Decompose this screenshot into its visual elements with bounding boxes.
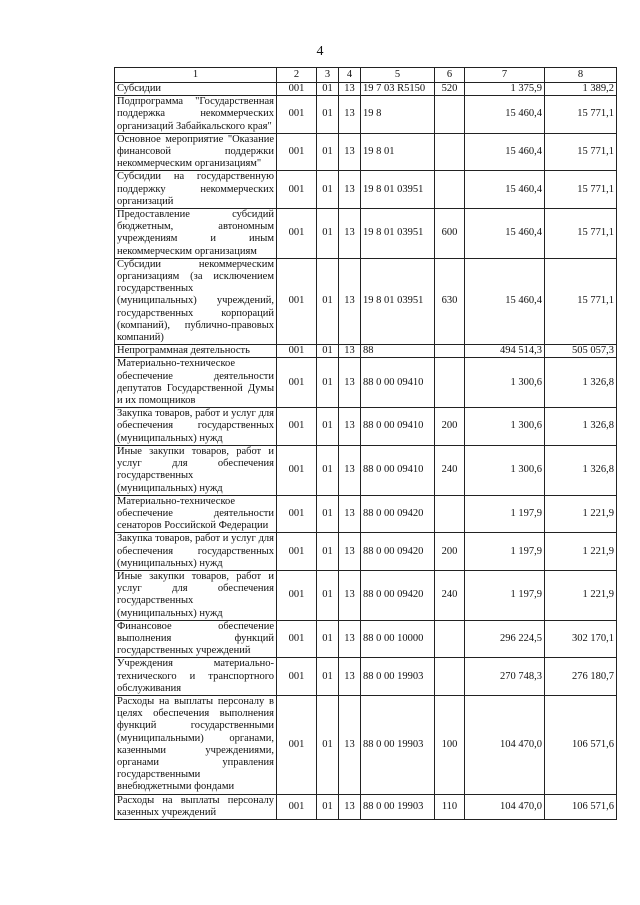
cell-name: Субсидии на государственную поддержку некоммерческих организаций: [115, 171, 277, 209]
cell-name: Материально-техническое обеспечение деятельности депутатов Государственной Думы и их помощников: [115, 358, 277, 408]
cell-section: 01: [317, 620, 339, 658]
table-row: [115, 794, 617, 819]
table-row: [115, 445, 617, 495]
cell-target-article: 88 0 00 09420: [361, 570, 435, 620]
cell-section: 01: [317, 533, 339, 571]
cell-target-article: 88 0 00 09420: [361, 495, 435, 533]
cell-name: Непрограммная деятельность: [115, 345, 277, 358]
cell-amount-year-2: 276 180,7: [545, 658, 617, 696]
cell-section: 01: [317, 96, 339, 134]
cell-amount-year-2: 15 771,1: [545, 96, 617, 134]
cell-subsection: 13: [339, 345, 361, 358]
cell-admin-code: 001: [277, 133, 317, 171]
table-row: [115, 258, 617, 344]
cell-expense-type: [435, 96, 465, 134]
cell-subsection: 13: [339, 83, 361, 96]
cell-name: Основное мероприятие "Оказание финансовой поддержки некоммерческим организациям": [115, 133, 277, 171]
cell-target-article: 88 0 00 19903: [361, 695, 435, 794]
cell-section: 01: [317, 133, 339, 171]
cell-amount-year-1: 104 470,0: [465, 794, 545, 819]
header-col-3: 3: [317, 68, 339, 83]
cell-amount-year-2: 1 389,2: [545, 83, 617, 96]
header-col-7: 7: [465, 68, 545, 83]
table-row: [115, 345, 617, 358]
cell-subsection: 13: [339, 96, 361, 134]
cell-amount-year-1: 15 460,4: [465, 258, 545, 344]
cell-name: Субсидии: [115, 83, 277, 96]
cell-admin-code: 001: [277, 658, 317, 696]
table-row: [115, 695, 617, 794]
cell-section: 01: [317, 794, 339, 819]
table-row: [115, 533, 617, 571]
cell-subsection: 13: [339, 445, 361, 495]
cell-amount-year-2: 15 771,1: [545, 171, 617, 209]
cell-amount-year-2: 1 326,8: [545, 358, 617, 408]
cell-target-article: 88 0 00 09410: [361, 445, 435, 495]
cell-subsection: 13: [339, 209, 361, 259]
cell-admin-code: 001: [277, 794, 317, 819]
cell-subsection: 13: [339, 695, 361, 794]
cell-admin-code: 001: [277, 533, 317, 571]
cell-amount-year-1: 1 375,9: [465, 83, 545, 96]
cell-expense-type: 240: [435, 445, 465, 495]
cell-admin-code: 001: [277, 209, 317, 259]
cell-expense-type: [435, 358, 465, 408]
cell-expense-type: 520: [435, 83, 465, 96]
cell-admin-code: 001: [277, 345, 317, 358]
cell-name: Материально-техническое обеспечение деятельности сенаторов Российской Федерации: [115, 495, 277, 533]
cell-subsection: 13: [339, 258, 361, 344]
cell-amount-year-1: 1 197,9: [465, 533, 545, 571]
table-row: [115, 495, 617, 533]
cell-section: 01: [317, 209, 339, 259]
header-col-5: 5: [361, 68, 435, 83]
cell-expense-type: 100: [435, 695, 465, 794]
table-row: [115, 408, 617, 446]
cell-amount-year-2: 106 571,6: [545, 794, 617, 819]
cell-admin-code: 001: [277, 171, 317, 209]
page-number: 4: [316, 44, 324, 59]
cell-amount-year-2: 15 771,1: [545, 258, 617, 344]
cell-name: Иные закупки товаров, работ и услуг для обеспечения государственных (муниципальных) нужд: [115, 445, 277, 495]
cell-section: 01: [317, 171, 339, 209]
cell-admin-code: 001: [277, 495, 317, 533]
cell-target-article: 88 0 00 09410: [361, 358, 435, 408]
header-col-8: 8: [545, 68, 617, 83]
cell-expense-type: [435, 620, 465, 658]
cell-section: 01: [317, 570, 339, 620]
cell-admin-code: 001: [277, 258, 317, 344]
cell-subsection: 13: [339, 794, 361, 819]
cell-expense-type: [435, 495, 465, 533]
cell-subsection: 13: [339, 495, 361, 533]
cell-subsection: 13: [339, 171, 361, 209]
cell-name: Подпрограмма "Государственная поддержка некоммерческих организаций Забайкальского края": [115, 96, 277, 134]
cell-amount-year-2: 1 221,9: [545, 570, 617, 620]
cell-expense-type: [435, 658, 465, 696]
header-col-1: 1: [115, 68, 277, 83]
cell-name: Закупка товаров, работ и услуг для обеспечения государственных (муниципальных) нужд: [115, 408, 277, 446]
cell-name: Учреждения материально-технического и транспортного обслуживания: [115, 658, 277, 696]
cell-amount-year-1: 15 460,4: [465, 133, 545, 171]
cell-amount-year-1: 1 300,6: [465, 445, 545, 495]
cell-section: 01: [317, 658, 339, 696]
cell-target-article: 19 8: [361, 96, 435, 134]
cell-amount-year-1: 15 460,4: [465, 209, 545, 259]
cell-section: 01: [317, 83, 339, 96]
cell-amount-year-1: 15 460,4: [465, 96, 545, 134]
table-row: [115, 83, 617, 96]
cell-name: Расходы на выплаты персоналу казенных учреждений: [115, 794, 277, 819]
cell-amount-year-2: 15 771,1: [545, 209, 617, 259]
cell-target-article: 88 0 00 09410: [361, 408, 435, 446]
cell-subsection: 13: [339, 620, 361, 658]
cell-name: Финансовое обеспечение выполнения функций государственных учреждений: [115, 620, 277, 658]
cell-name: Иные закупки товаров, работ и услуг для обеспечения государственных (муниципальных) нужд: [115, 570, 277, 620]
cell-section: 01: [317, 495, 339, 533]
cell-subsection: 13: [339, 408, 361, 446]
cell-subsection: 13: [339, 358, 361, 408]
cell-admin-code: 001: [277, 83, 317, 96]
budget-table-body: [115, 68, 617, 820]
cell-section: 01: [317, 358, 339, 408]
cell-name: Предоставление субсидий бюджетным, автономным учреждениям и иным некоммерческим организациям: [115, 209, 277, 259]
cell-amount-year-2: 302 170,1: [545, 620, 617, 658]
header-col-2: 2: [277, 68, 317, 83]
table-row: [115, 133, 617, 171]
cell-admin-code: 001: [277, 408, 317, 446]
cell-name: Расходы на выплаты персоналу в целях обеспечения выполнения функций государственными (муниципальными) органами, казенными учреждениями, органами управления государственными внебюджетными фондами: [115, 695, 277, 794]
cell-admin-code: 001: [277, 620, 317, 658]
cell-target-article: 19 8 01 03951: [361, 258, 435, 344]
cell-subsection: 13: [339, 570, 361, 620]
cell-amount-year-1: 1 197,9: [465, 570, 545, 620]
cell-amount-year-1: 494 514,3: [465, 345, 545, 358]
cell-amount-year-2: 1 326,8: [545, 445, 617, 495]
cell-admin-code: 001: [277, 445, 317, 495]
cell-amount-year-1: 1 197,9: [465, 495, 545, 533]
cell-target-article: 88: [361, 345, 435, 358]
cell-admin-code: 001: [277, 695, 317, 794]
cell-amount-year-2: 1 221,9: [545, 533, 617, 571]
cell-subsection: 13: [339, 533, 361, 571]
cell-section: 01: [317, 345, 339, 358]
budget-table: [114, 67, 617, 820]
cell-section: 01: [317, 258, 339, 344]
table-row: [115, 658, 617, 696]
cell-expense-type: 110: [435, 794, 465, 819]
cell-subsection: 13: [339, 133, 361, 171]
cell-target-article: 19 7 03 R5150: [361, 83, 435, 96]
cell-amount-year-1: 296 224,5: [465, 620, 545, 658]
table-row: [115, 96, 617, 134]
cell-expense-type: 600: [435, 209, 465, 259]
cell-amount-year-1: 1 300,6: [465, 408, 545, 446]
cell-section: 01: [317, 408, 339, 446]
header-row: [115, 68, 617, 83]
cell-admin-code: 001: [277, 570, 317, 620]
table-row: [115, 171, 617, 209]
cell-target-article: 88 0 00 09420: [361, 533, 435, 571]
cell-expense-type: 200: [435, 408, 465, 446]
cell-target-article: 19 8 01 03951: [361, 171, 435, 209]
cell-section: 01: [317, 695, 339, 794]
cell-amount-year-2: 1 326,8: [545, 408, 617, 446]
cell-admin-code: 001: [277, 96, 317, 134]
cell-target-article: 19 8 01 03951: [361, 209, 435, 259]
cell-amount-year-1: 15 460,4: [465, 171, 545, 209]
cell-amount-year-2: 505 057,3: [545, 345, 617, 358]
table-row: [115, 570, 617, 620]
cell-expense-type: 240: [435, 570, 465, 620]
header-col-6: 6: [435, 68, 465, 83]
cell-expense-type: [435, 345, 465, 358]
header-col-4: 4: [339, 68, 361, 83]
cell-target-article: 88 0 00 10000: [361, 620, 435, 658]
cell-amount-year-2: 106 571,6: [545, 695, 617, 794]
cell-section: 01: [317, 445, 339, 495]
table-row: [115, 209, 617, 259]
table-row: [115, 620, 617, 658]
cell-target-article: 19 8 01: [361, 133, 435, 171]
cell-admin-code: 001: [277, 358, 317, 408]
cell-amount-year-2: 15 771,1: [545, 133, 617, 171]
cell-target-article: 88 0 00 19903: [361, 794, 435, 819]
cell-target-article: 88 0 00 19903: [361, 658, 435, 696]
cell-expense-type: [435, 171, 465, 209]
cell-amount-year-1: 1 300,6: [465, 358, 545, 408]
cell-amount-year-1: 104 470,0: [465, 695, 545, 794]
table-row: [115, 358, 617, 408]
cell-name: Субсидии некоммерческим организациям (за исключением государственных (муниципальных) учреждений, государственных корпораций (компаний), публично-правовых компаний): [115, 258, 277, 344]
cell-expense-type: 630: [435, 258, 465, 344]
cell-expense-type: [435, 133, 465, 171]
cell-expense-type: 200: [435, 533, 465, 571]
cell-subsection: 13: [339, 658, 361, 696]
cell-amount-year-2: 1 221,9: [545, 495, 617, 533]
cell-amount-year-1: 270 748,3: [465, 658, 545, 696]
cell-name: Закупка товаров, работ и услуг для обеспечения государственных (муниципальных) нужд: [115, 533, 277, 571]
